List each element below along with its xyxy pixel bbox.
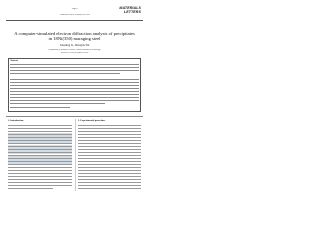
body-line [8,134,72,135]
body-line [8,161,72,162]
abstract-heading: Abstract [10,60,19,62]
body-line [78,188,141,189]
body-line [8,140,72,141]
body-line [78,167,141,168]
body-line [8,125,72,126]
section-heading-introduction: 1. Introduction [8,119,24,122]
body-line [8,155,72,156]
logo-word-letters: LETTERS [123,10,141,15]
author-list: Xiaoning Li, Zhongda Yin [59,44,90,47]
body-line [78,140,141,141]
body-line [8,188,53,189]
body-line [8,170,72,171]
body-line [78,146,141,147]
abstract-line [10,100,139,101]
body-line [78,134,141,135]
received-dates: Received 0 0000; accepted 0 0000 [60,52,89,54]
body-line [8,128,72,129]
body-line [78,152,141,153]
header-rule [6,20,143,21]
journal-logo [117,6,141,18]
body-line [8,182,72,183]
body-line [8,152,72,153]
body-line [8,137,72,138]
body-line [8,173,72,174]
paper-page [0,0,149,198]
abstract-line [10,103,105,104]
body-line [8,149,72,150]
abstract-line [10,73,120,74]
abstract-line [10,107,70,108]
body-line [8,164,72,165]
author-affiliation: Department of Materials Science, Harbin Institute of Technology [48,48,101,51]
body-line [78,170,141,171]
body-line [78,185,141,186]
abstract-line [10,70,139,71]
body-line [78,161,141,162]
abstract-line [10,79,139,80]
column-gap [75,119,76,191]
body-line [78,176,141,177]
abstract-rule [6,116,143,117]
abstract-line [10,67,139,68]
body-line [78,155,141,156]
abstract-line [10,88,139,89]
body-line [8,131,72,132]
abstract-line [10,64,139,65]
body-line [8,146,72,147]
body-line [78,137,141,138]
article-title: A computer-simulated electron diffraction analysis of precipitates in 18Ni(350) maraging steel [14,31,135,42]
journal-citation: Materials Letters 00 (0000) 000–000 [60,14,90,16]
body-line [78,173,141,174]
logo-word-materials: MATERIALS [119,6,141,10]
body-line [78,128,141,129]
body-line [8,179,72,180]
body-line [78,158,141,159]
body-line [78,149,141,150]
abstract-line [10,94,139,95]
section-heading-experimental: 2. Experimental procedure [78,119,106,122]
page-number: Pages 1 [71,8,79,10]
body-line [78,164,141,165]
body-line [8,185,72,186]
body-line [78,179,141,180]
body-line [8,176,72,177]
body-line [8,167,72,168]
abstract-line [10,91,139,92]
body-line [78,125,141,126]
abstract-line [10,85,139,86]
abstract-line [10,97,139,98]
body-line [8,143,72,144]
body-line [8,158,72,159]
body-line [78,182,141,183]
body-line [78,143,141,144]
abstract-line [10,82,139,83]
body-line [78,131,141,132]
